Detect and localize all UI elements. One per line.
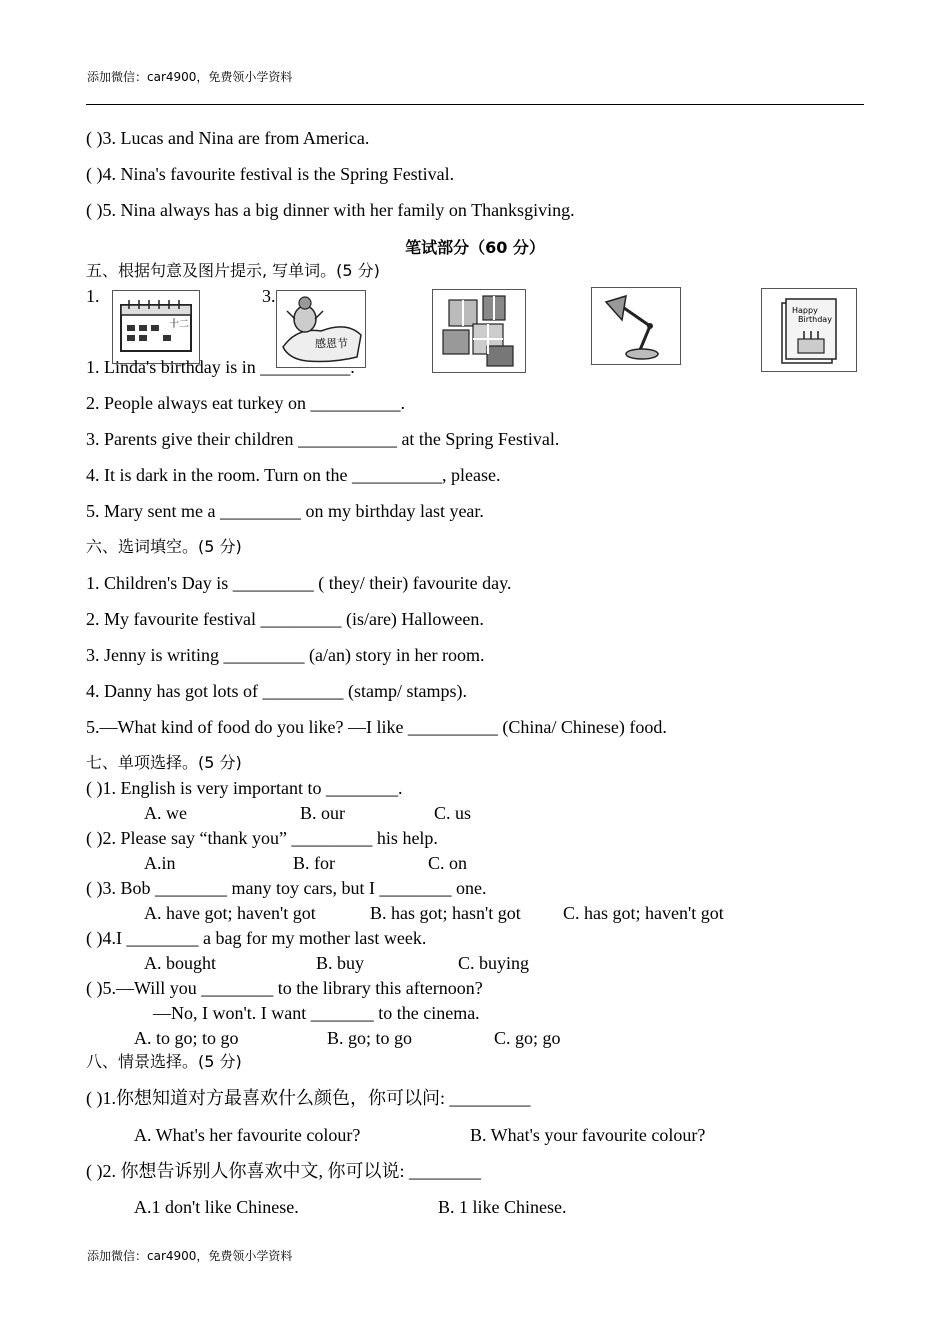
- section8-q1-stem: ( )1.你想知道对方最喜欢什么颜色，你可以问: _________: [86, 1088, 531, 1108]
- birthday-card-picture: [761, 288, 857, 372]
- section6-item: 2. My favourite festival _________ (is/are) Halloween.: [86, 609, 484, 629]
- card-text-happy: Happy: [792, 306, 818, 315]
- section5-item: 5. Mary sent me a _________ on my birthday last year.: [86, 501, 484, 521]
- section7-q2-stem: ( )2. Please say “thank you” _________ his help.: [86, 828, 438, 848]
- listening-item: ( )3. Lucas and Nina are from America.: [86, 128, 370, 148]
- written-part-title: 笔试部分（60 分）: [405, 238, 545, 257]
- section7-q5-option-a: A. to go; to go: [134, 1028, 239, 1048]
- page-header: 添加微信：car4900，免费领小学资料: [87, 70, 293, 84]
- section8-q2-option-a: A.1 don't like Chinese.: [134, 1197, 299, 1217]
- section5-item: 3. Parents give their children ___________ at the Spring Festival.: [86, 429, 560, 449]
- section7-q5-stem: ( )5.—Will you ________ to the library this afternoon?: [86, 978, 483, 998]
- section7-q4-option-b: B. buy: [316, 953, 365, 973]
- section7-q3-stem: ( )3. Bob ________ many toy cars, but I ________ one.: [86, 878, 487, 898]
- gifts-picture: [432, 289, 526, 373]
- section5-item: 2. People always eat turkey on __________.: [86, 393, 405, 413]
- section6-heading: 六、选词填空。(5 分): [86, 537, 242, 556]
- section6-item: 3. Jenny is writing _________ (a/an) story in her room.: [86, 645, 485, 665]
- section7-q3-option-a: A. have got; haven't got: [144, 903, 316, 923]
- listening-item: ( )5. Nina always has a big dinner with her family on Thanksgiving.: [86, 200, 575, 220]
- section7-heading: 七、单项选择。(5 分): [86, 753, 242, 772]
- section7-q5-option-b: B. go; to go: [327, 1028, 413, 1048]
- section7-q5-stem-reply: —No, I won't. I want _______ to the cinema.: [153, 1003, 480, 1023]
- thanksgiving-label: 感恩节: [315, 337, 348, 350]
- calendar-month-label: 十二: [169, 319, 189, 330]
- section8-heading: 八、情景选择。(5 分): [86, 1052, 242, 1071]
- section8-q1-option-b: B. What's your favourite colour?: [470, 1125, 706, 1145]
- lamp-picture: [591, 287, 681, 365]
- pic-number: 3.: [262, 286, 276, 306]
- section6-item: 1. Children's Day is _________ ( they/ their) favourite day.: [86, 573, 512, 593]
- page-footer: 添加微信：car4900，免费领小学资料: [87, 1249, 293, 1263]
- section8-q2-option-b: B. 1 like Chinese.: [438, 1197, 567, 1217]
- section6-item: 5.—What kind of food do you like? —I like __________ (China/ Chinese) food.: [86, 717, 667, 737]
- section5-item: 4. It is dark in the room. Turn on the __________, please.: [86, 465, 501, 485]
- section7-q3-option-b: B. has got; hasn't got: [370, 903, 521, 923]
- section7-q1-option-c: C. us: [434, 803, 472, 823]
- section6-item: 4. Danny has got lots of _________ (stamp/ stamps).: [86, 681, 467, 701]
- section8-q1-option-a: A. What's her favourite colour?: [134, 1125, 361, 1145]
- section7-q2-option-b: B. for: [293, 853, 335, 873]
- section7-q1-option-b: B. our: [300, 803, 345, 823]
- calendar-picture: [112, 290, 200, 364]
- card-text-birthday: Birthday: [798, 315, 832, 324]
- section7-q5-option-c: C. go; go: [494, 1028, 561, 1048]
- section8-q2-stem: ( )2. 你想告诉别人你喜欢中文, 你可以说: ________: [86, 1161, 481, 1181]
- header-rule: [86, 104, 864, 105]
- section5-item: 1. Linda's birthday is in __________.: [86, 357, 355, 377]
- section7-q1-option-a: A. we: [144, 803, 187, 823]
- section5-heading: 五、根据句意及图片提示, 写单词。(5 分): [86, 261, 380, 280]
- pic-number: 1.: [86, 286, 100, 306]
- section7-q4-option-a: A. bought: [144, 953, 216, 973]
- section7-q3-option-c: C. has got; haven't got: [563, 903, 724, 923]
- listening-item: ( )4. Nina's favourite festival is the Spring Festival.: [86, 164, 455, 184]
- section7-q2-option-a: A.in: [144, 853, 176, 873]
- section7-q1-stem: ( )1. English is very important to ________.: [86, 778, 403, 798]
- section7-q4-option-c: C. buying: [458, 953, 530, 973]
- section7-q2-option-c: C. on: [428, 853, 468, 873]
- section7-q4-stem: ( )4.I ________ a bag for my mother last week.: [86, 928, 427, 948]
